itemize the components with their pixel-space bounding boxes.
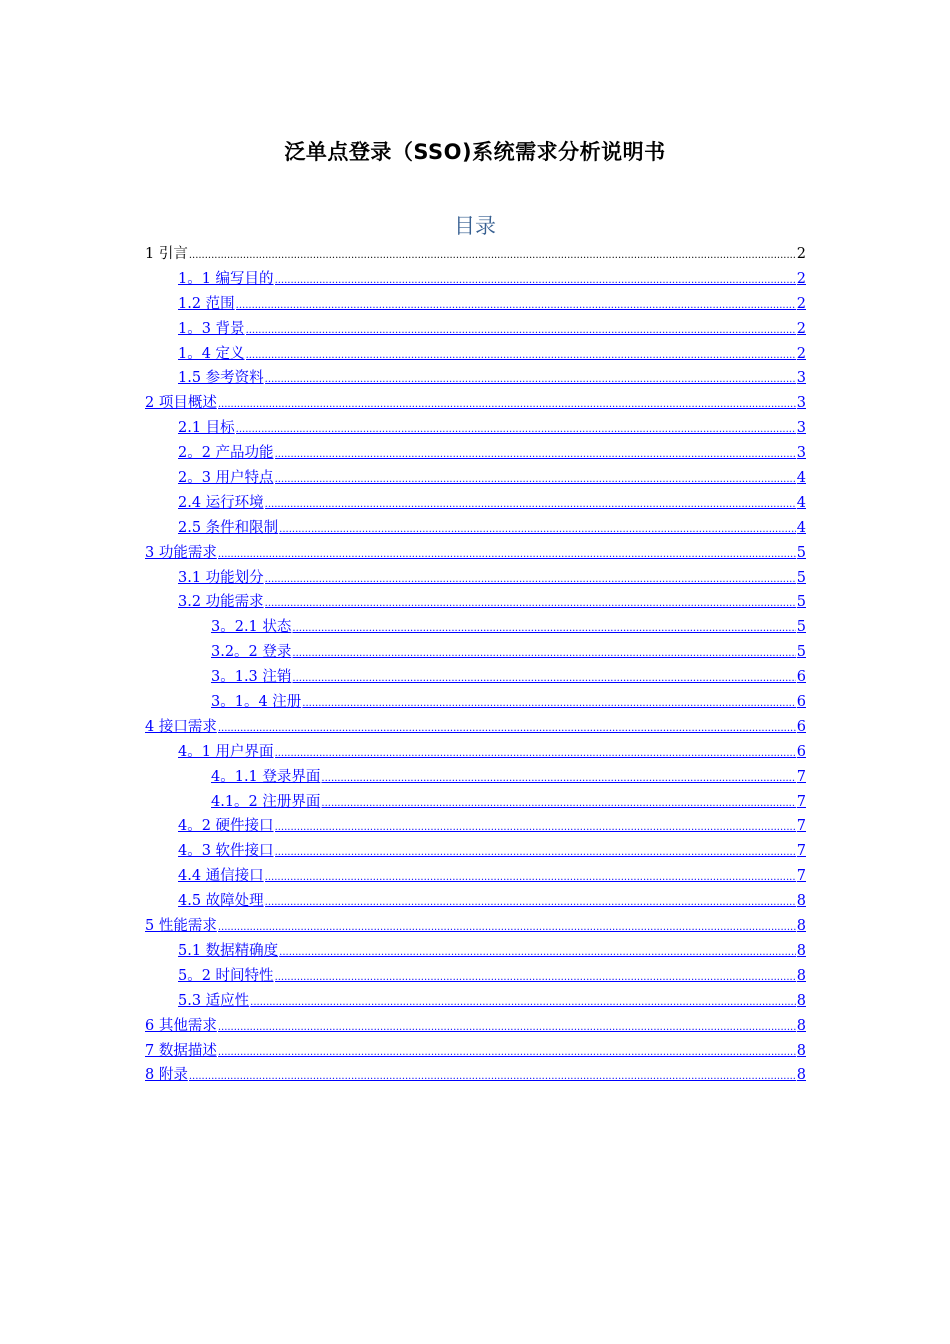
toc-entry-page-number: 2: [796, 270, 806, 287]
toc-entry[interactable]: [145, 939, 806, 964]
toc-entry-label: 5.1 数据精确度: [178, 942, 279, 959]
toc-entry-label: 1。4 定义: [178, 345, 245, 362]
toc-entry-label: 4.4 通信接口: [178, 868, 264, 885]
toc-entry[interactable]: [145, 566, 806, 591]
toc-dot-leader: [275, 267, 796, 294]
toc-entry-page-number: 8: [796, 893, 806, 910]
toc-entry-label: 2 项目概述: [145, 395, 217, 412]
toc-entry[interactable]: [145, 740, 806, 765]
toc-dot-leader: [246, 317, 796, 344]
toc-entry-page-number: 4: [796, 470, 806, 487]
toc-entry-page-number: 5: [796, 644, 806, 661]
toc-entry[interactable]: [145, 391, 806, 416]
toc-entry-page-number: 3: [796, 395, 806, 412]
toc-entry[interactable]: [145, 292, 806, 317]
toc-entry[interactable]: [145, 1039, 806, 1064]
toc-dot-leader: [275, 839, 796, 866]
toc-entry-page-number: 5: [796, 594, 806, 611]
toc-entry[interactable]: [145, 366, 806, 391]
toc-entry[interactable]: [145, 839, 806, 864]
toc-entry[interactable]: [145, 1063, 806, 1088]
toc-entry-page-number: 6: [796, 694, 806, 711]
toc-entry-page-number: 6: [796, 718, 806, 735]
toc-entry[interactable]: [145, 889, 806, 914]
toc-entry-page-number: 5: [796, 544, 806, 561]
toc-entry-page-number: 7: [796, 768, 806, 785]
toc-entry-label: 4。1.1 登录界面: [211, 768, 321, 785]
toc-entry-label: 1.2 范围: [178, 295, 235, 312]
toc-dot-leader: [275, 740, 796, 767]
toc-entry-label: 4.1。2 注册界面: [211, 793, 321, 810]
table-of-contents: [145, 242, 806, 1088]
toc-entry[interactable]: [145, 267, 806, 292]
toc-entry-page-number: 2: [796, 320, 806, 337]
toc-entry-page-number: 7: [796, 868, 806, 885]
toc-entry-page-number: 8: [796, 1017, 806, 1034]
toc-dot-leader: [279, 516, 796, 543]
toc-entry-label: 8 附录: [145, 1067, 188, 1084]
toc-entry[interactable]: [145, 989, 806, 1014]
toc-entry-label: 2.1 目标: [178, 420, 235, 437]
toc-entry[interactable]: [145, 342, 806, 367]
toc-dot-leader: [265, 590, 796, 617]
toc-entry-page-number: 2: [796, 246, 806, 262]
toc-entry[interactable]: [145, 665, 806, 690]
toc-entry[interactable]: [145, 590, 806, 615]
toc-entry-label: 3。1。4 注册: [211, 694, 302, 711]
toc-entry-label: 2.5 条件和限制: [178, 519, 279, 536]
toc-entry[interactable]: [145, 441, 806, 466]
toc-entry-label: 1.5 参考资料: [178, 370, 264, 387]
toc-entry-label: 2.4 运行环境: [178, 494, 264, 511]
toc-entry-label: 4.5 故障处理: [178, 893, 264, 910]
toc-entry-label: 2。3 用户特点: [178, 470, 274, 487]
toc-entry[interactable]: [145, 914, 806, 939]
toc-entry[interactable]: [145, 541, 806, 566]
toc-dot-leader: [218, 914, 796, 941]
toc-entry[interactable]: [145, 814, 806, 839]
toc-dot-leader: [275, 814, 796, 841]
toc-entry-label: 4 接口需求: [145, 718, 217, 735]
toc-entry-label: 1。1 编写目的: [178, 270, 274, 287]
toc-entry-page-number: 6: [796, 743, 806, 760]
toc-entry-label: 1 引言: [145, 246, 188, 262]
toc-entry-page-number: 7: [796, 843, 806, 860]
toc-entry-label: 3.2 功能需求: [178, 594, 264, 611]
toc-entry-page-number: 3: [796, 445, 806, 462]
toc-dot-leader: [218, 1014, 796, 1041]
toc-entry-page-number: 4: [796, 519, 806, 536]
toc-dot-leader: [321, 765, 795, 792]
toc-dot-leader: [292, 665, 795, 692]
toc-entry: [145, 242, 806, 267]
toc-heading: 目录: [454, 214, 496, 238]
toc-entry[interactable]: [145, 640, 806, 665]
toc-entry-page-number: 2: [796, 345, 806, 362]
toc-entry[interactable]: [145, 416, 806, 441]
toc-dot-leader: [218, 715, 796, 742]
toc-dot-leader: [236, 292, 796, 319]
toc-entry-page-number: 5: [796, 619, 806, 636]
toc-dot-leader: [189, 242, 796, 269]
toc-entry-label: 2。2 产品功能: [178, 445, 274, 462]
toc-entry-label: 4。2 硬件接口: [178, 818, 274, 835]
toc-entry-label: 5 性能需求: [145, 918, 217, 935]
toc-entry-label: 3 功能需求: [145, 544, 217, 561]
document-title: 泛单点登录（SSO)系统需求分析说明书: [284, 140, 666, 164]
toc-entry-page-number: 8: [796, 1067, 806, 1084]
toc-dot-leader: [275, 964, 796, 991]
toc-entry[interactable]: [145, 1014, 806, 1039]
toc-entry-page-number: 3: [796, 370, 806, 387]
toc-entry-page-number: 8: [796, 942, 806, 959]
toc-entry[interactable]: [145, 765, 806, 790]
toc-entry-page-number: 6: [796, 669, 806, 686]
toc-entry-label: 3.1 功能划分: [178, 569, 264, 586]
toc-dot-leader: [218, 541, 796, 568]
toc-dot-leader: [275, 466, 796, 493]
toc-dot-leader: [265, 864, 796, 891]
toc-entry-label: 5.3 适应性: [178, 992, 250, 1009]
toc-entry-label: 5。2 时间特性: [178, 967, 274, 984]
toc-entry-page-number: 4: [796, 494, 806, 511]
toc-entry-label: 3.2。2 登录: [211, 644, 292, 661]
toc-entry-page-number: 3: [796, 420, 806, 437]
toc-entry-label: 3。1.3 注销: [211, 669, 292, 686]
toc-entry-page-number: 8: [796, 918, 806, 935]
toc-dot-leader: [302, 690, 795, 717]
toc-entry-label: 4。1 用户界面: [178, 743, 274, 760]
toc-entry-page-number: 8: [796, 967, 806, 984]
toc-dot-leader: [189, 1063, 796, 1090]
toc-entry-page-number: 7: [796, 793, 806, 810]
toc-entry[interactable]: [145, 790, 806, 815]
toc-entry[interactable]: [145, 690, 806, 715]
toc-entry-label: 3。2.1 状态: [211, 619, 292, 636]
toc-entry-label: 7 数据描述: [145, 1042, 217, 1059]
toc-dot-leader: [265, 566, 796, 593]
toc-dot-leader: [275, 441, 796, 468]
toc-entry[interactable]: [145, 964, 806, 989]
toc-dot-leader: [321, 790, 795, 817]
toc-dot-leader: [218, 1039, 796, 1066]
toc-dot-leader: [246, 342, 796, 369]
toc-dot-leader: [236, 416, 796, 443]
toc-entry-page-number: 5: [796, 569, 806, 586]
toc-entry-label: 6 其他需求: [145, 1017, 217, 1034]
toc-entry[interactable]: [145, 715, 806, 740]
toc-entry-label: 4。3 软件接口: [178, 843, 274, 860]
toc-entry-page-number: 7: [796, 818, 806, 835]
toc-dot-leader: [265, 889, 796, 916]
toc-entry[interactable]: [145, 317, 806, 342]
toc-dot-leader: [250, 989, 796, 1016]
toc-entry-page-number: 2: [796, 295, 806, 312]
toc-dot-leader: [292, 640, 795, 667]
toc-entry[interactable]: [145, 864, 806, 889]
toc-entry-label: 1。3 背景: [178, 320, 245, 337]
toc-dot-leader: [292, 615, 795, 642]
toc-entry-page-number: 8: [796, 1042, 806, 1059]
toc-dot-leader: [265, 366, 796, 393]
toc-dot-leader: [265, 491, 796, 518]
toc-entry[interactable]: [145, 491, 806, 516]
toc-entry[interactable]: [145, 615, 806, 640]
toc-dot-leader: [279, 939, 796, 966]
toc-entry[interactable]: [145, 516, 806, 541]
toc-dot-leader: [218, 391, 796, 418]
toc-entry-page-number: 8: [796, 992, 806, 1009]
toc-entry[interactable]: [145, 466, 806, 491]
